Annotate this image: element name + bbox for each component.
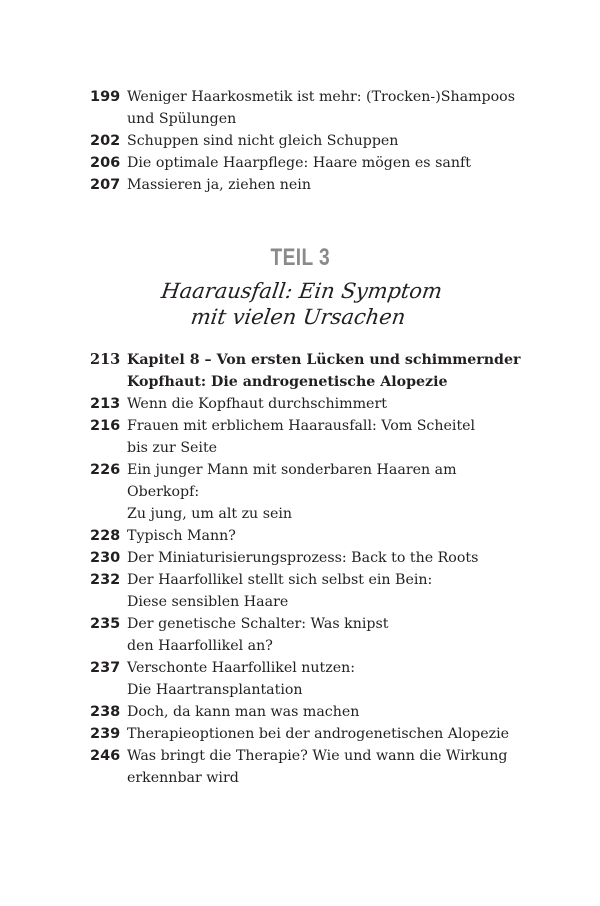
- part-title-line: Haarausfall: Ein Symptom: [159, 279, 444, 303]
- toc-entry[interactable]: [90, 130, 530, 152]
- entry-title-line: Was bringt die Therapie? Wie und wann die Wirkung: [127, 748, 508, 764]
- entry-title: [127, 701, 530, 723]
- entry-title: [127, 459, 530, 525]
- page-number: 235: [90, 616, 121, 632]
- entry-title-line: Doch, da kann man was machen: [127, 704, 360, 720]
- entry-title-line: Der Miniaturisierungsprozess: Back to the Roots: [127, 550, 479, 566]
- entry-title-line: erkennbar wird: [127, 770, 239, 786]
- toc-entry[interactable]: [90, 569, 530, 613]
- entry-title-line: Kapitel 8 – Von ersten Lücken und schimmernder: [127, 352, 521, 368]
- entry-title: [127, 569, 530, 613]
- page-number: 239: [90, 726, 121, 742]
- entry-title-line: Weniger Haarkosmetik ist mehr: (Trocken-)Shampoos: [127, 89, 515, 105]
- page-number: 199: [90, 89, 121, 105]
- entry-title: [127, 745, 530, 789]
- toc-entry[interactable]: [90, 152, 530, 174]
- entry-title: [127, 393, 530, 415]
- entry-title-line: Die optimale Haarpflege: Haare mögen es sanft: [127, 155, 471, 171]
- toc-entry[interactable]: [90, 547, 530, 569]
- toc-list-part3: [90, 349, 530, 789]
- entry-title-line: Schuppen sind nicht gleich Schuppen: [127, 133, 399, 149]
- page-number: 226: [90, 462, 121, 478]
- entry-title-line: bis zur Seite: [127, 440, 218, 456]
- entry-title-line: Der Haarfollikel stellt sich selbst ein Bein:: [127, 572, 433, 588]
- toc-entry[interactable]: [90, 723, 530, 745]
- toc-entry[interactable]: [90, 701, 530, 723]
- entry-title-line: Ein junger Mann mit sonderbaren Haaren am Oberkopf:: [127, 462, 457, 500]
- toc-entry[interactable]: [90, 415, 530, 459]
- entry-title-line: Die Haartransplantation: [127, 682, 303, 698]
- entry-title: [127, 525, 530, 547]
- entry-title: [127, 349, 530, 393]
- entry-title-line: den Haarfollikel an?: [127, 638, 273, 654]
- entry-title-line: Kopfhaut: Die androgenetische Alopezie: [127, 374, 448, 390]
- page-number: 228: [90, 528, 121, 544]
- page-number: 213: [90, 351, 121, 368]
- page-number: 246: [90, 748, 121, 764]
- page-number: 230: [90, 550, 121, 566]
- entry-title-line: Diese sensiblen Haare: [127, 594, 289, 610]
- toc-entry[interactable]: [90, 657, 530, 701]
- page-number: 232: [90, 572, 121, 588]
- toc-entry[interactable]: [90, 525, 530, 547]
- page-number: 207: [90, 177, 121, 193]
- entry-title-line: Typisch Mann?: [127, 528, 236, 544]
- entry-title: [127, 174, 530, 196]
- part-title-line: mit vielen Ursachen: [189, 305, 408, 329]
- part-heading: [0, 244, 600, 330]
- entry-title-line: Zu jung, um alt zu sein: [127, 506, 293, 522]
- toc-entry[interactable]: [90, 459, 530, 525]
- page-number: 237: [90, 660, 121, 676]
- page-number: 213: [90, 396, 121, 412]
- entry-title: [127, 86, 530, 130]
- entry-title: [127, 415, 530, 459]
- toc-entry[interactable]: [90, 174, 530, 196]
- toc-chapter-entry[interactable]: [90, 349, 530, 393]
- toc-entry[interactable]: [90, 745, 530, 789]
- entry-title-line: Frauen mit erblichem Haarausfall: Vom Scheitel: [127, 418, 476, 434]
- part-title: [0, 278, 600, 330]
- entry-title: [127, 723, 530, 745]
- page-number: 206: [90, 155, 121, 171]
- toc-entry[interactable]: [90, 393, 530, 415]
- entry-title-line: Verschonte Haarfollikel nutzen:: [127, 660, 356, 676]
- entry-title-line: Der genetische Schalter: Was knipst: [127, 616, 389, 632]
- entry-title-line: und Spülungen: [127, 111, 237, 127]
- entry-title: [127, 547, 530, 569]
- page-number: 238: [90, 704, 121, 720]
- page-number: 216: [90, 418, 121, 434]
- entry-title: [127, 657, 530, 701]
- entry-title: [127, 613, 530, 657]
- entry-title: [127, 130, 530, 152]
- entry-title-line: Massieren ja, ziehen nein: [127, 177, 311, 193]
- toc-entry[interactable]: [90, 86, 530, 130]
- entry-title-line: Wenn die Kopfhaut durchschimmert: [127, 396, 387, 412]
- toc-list-top: [90, 86, 530, 196]
- entry-title-line: Therapieoptionen bei der androgenetischen Alopezie: [127, 726, 510, 742]
- entry-title: [127, 152, 530, 174]
- toc-entry[interactable]: [90, 613, 530, 657]
- page-number: 202: [90, 133, 121, 149]
- part-label: TEIL 3: [270, 244, 330, 271]
